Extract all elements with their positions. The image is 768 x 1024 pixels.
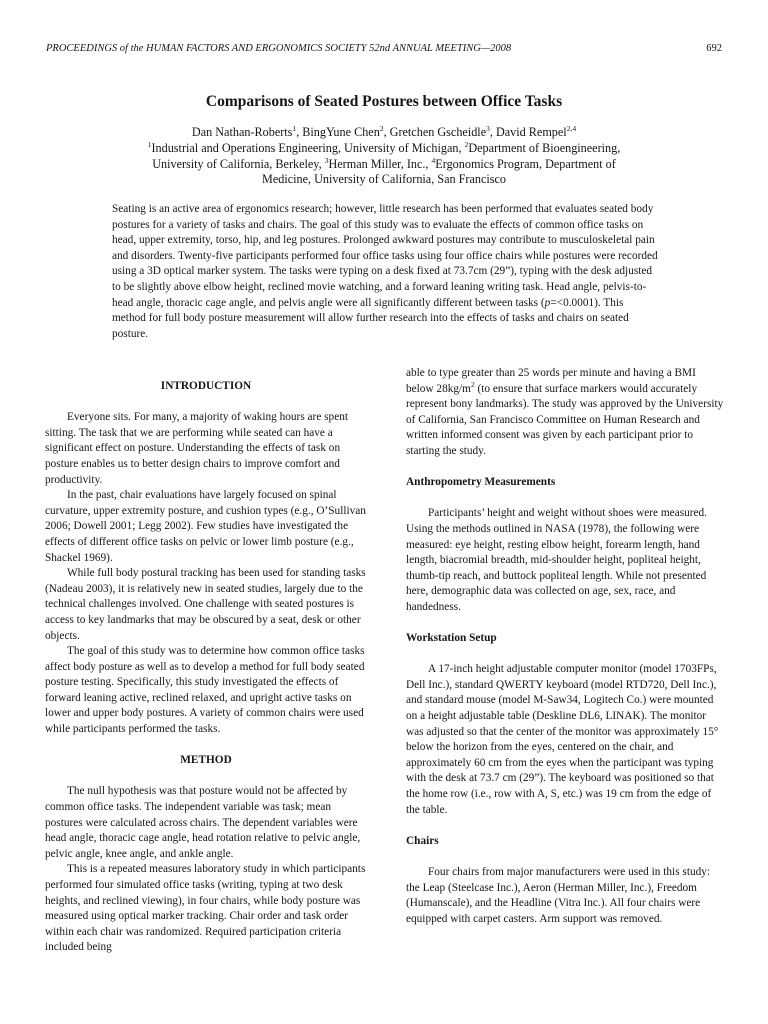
section-heading-method: METHOD xyxy=(180,754,232,767)
running-header xyxy=(46,43,722,59)
paper-title: Comparisons of Seated Postures between Office Tasks xyxy=(205,93,563,110)
chairs-paragraph: Four chairs from major manufacturers were used in this study: the Leap (Steelcase Inc.), Aeron (Herman Miller, Inc.), Freedom (Humanscale), and the Headline (Vitra Inc.). All four chairs were equipped with carpet casters. Arm support was removed. xyxy=(406,866,711,925)
subsection-heading-anthropometry: Anthropometry Measurements xyxy=(406,476,556,489)
subsection-heading-workstation: Workstation Setup xyxy=(406,632,497,645)
workstation-paragraph: A 17-inch height adjustable computer monitor (model 1703FPs, Dell Inc.), standard QWERTY keyboard (model RTD720, Dell Inc.), and standard mouse (model M-Saw34, Logitech Co.) were mounted on a height adjustable table (Deskline DL6, LINAK). The monitor was adjusted so that the center of the monitor was approximately 15° below the horizon from the eyes, centered on the chair, and approximately 60 cm from the eyes when the participant was typing with the desk at 73.7 cm (29”). The keyboard was positioned so that the home row (i.e., row with A, S, etc.) was 19 cm from the edge of the table. xyxy=(406,663,719,816)
left-column xyxy=(45,366,367,956)
method-paragraph-1: The null hypothesis was that posture would not be affected by common office tasks. The independent variable was task; mean postures were calculated across chairs. The dependent variables were head angle, thoracic cage angle, head rotation relative to pelvic angle, pelvic angle, knee angle, and ankle angle. xyxy=(45,785,361,860)
author-block xyxy=(60,125,708,188)
method-paragraph-2: This is a repeated measures laboratory study in which participants performed four simulated office tasks (writing, typing at two desk heights, and reclined viewing), in four chairs, while body posture was measured using optical marker tracking. Chair order and task order within each chair was randomized. Required participation criteria included being xyxy=(45,863,366,954)
intro-paragraph-2: In the past, chair evaluations have largely focused on spinal curvature, upper extremity posture, and cushion types (e.g., O’Sullivan 2006; Dowell 2001; Legg 2002). Few studies have investigated the effects of different office tasks on pelvic or lower limb posture (e.g., Shackel 1969). xyxy=(45,489,366,564)
section-heading-introduction: INTRODUCTION xyxy=(160,380,252,392)
page-number: 692 xyxy=(706,43,722,54)
abstract xyxy=(112,202,658,342)
affiliations: $^1$Industrial and Operations Engineering, University of Michigan, $^2$Department of Bioengineering, University of California, Berkeley, $^3$Herman Miller, Inc., $^4$Ergonomics Program, Department of Medicine, University of California, San Francisco xyxy=(147,139,621,187)
intro-paragraph-1: Everyone sits. For many, a majority of waking hours are spent sitting. The task that we are performing while seated can have a significant effect on posture. Understanding the effects of task on posture enables us to better design chairs to improve comfort and productivity. xyxy=(45,411,348,486)
method-continued-paragraph: able to type greater than 25 words per minute and having a BMI below $28kg/m^2$ (to ensure that surface markers would accurately represent bony landmarks). The study was approved by the University of California, San Francisco Committee on Human Research and written informed consent was given by each participant prior to starting the study. xyxy=(406,367,724,457)
intro-paragraph-4: The goal of this study was to determine how common office tasks affect body posture as well as to develop a method for full body seated posture testing. Specifically, this study investigated the effects of forward leaning active, reclined relaxed, and upright active tasks on lower and upper body postures. A variety of common chairs were used while participants performed the tasks. xyxy=(45,645,365,736)
subsection-heading-chairs: Chairs xyxy=(406,834,439,847)
author-list: Dan Nathan-Roberts$^1$, BingYune Chen$^2$, Gretchen Gscheidle$^3$, David Rempel$^{2,4}$ xyxy=(191,123,577,139)
journal-name: PROCEEDINGS of the HUMAN FACTORS AND ERGONOMICS SOCIETY 52nd ANNUAL MEETING—2008 xyxy=(46,43,512,54)
anthropometry-paragraph: Participants’ height and weight without shoes were measured. Using the methods outlined in NASA (1978), the following were measured: eye height, resting elbow height, forearm length, hand length, biacromial breadth, mid-shoulder height, popliteal height, thumb-tip reach, and buttock popliteal length. While not presented here, demographic data was collected on age, sex, race, and handedness. xyxy=(406,507,708,613)
right-column xyxy=(406,366,724,927)
abstract-text: Seating is an active area of ergonomics research; however, little research has been performed that evaluates seated body postures for a variety of tasks and chairs. The goal of this study was to evaluate the effects of common office tasks on head, upper extremity, torso, hip, and leg postures. Prolonged awkward postures may contribute to musculoskeletal pain and disorders. Twenty-five participants performed four office tasks using four office chairs while postures were recorded using a 3D optical marker system. The tasks were typing on a desk fixed at 73.7cm (29”), typing with the desk adjusted to be slightly above elbow height, reclined movie watching, and a forward leaning writing task. Head angle, pelvis-to-head angle, thoracic cage angle, and pelvis angle were all significantly different between tasks (p=<0.0001). This method for full body posture measurement will allow further research into the effects of tasks and chairs on seated posture. xyxy=(112,203,658,340)
intro-paragraph-3: While full body postural tracking has been used for standing tasks (Nadeau 2003), it is relatively new in seated studies, largely due to the technical challenges involved. One challenge with seated postures is access to key landmarks that may be obscured by a seat, desk or other objects. xyxy=(45,567,366,642)
